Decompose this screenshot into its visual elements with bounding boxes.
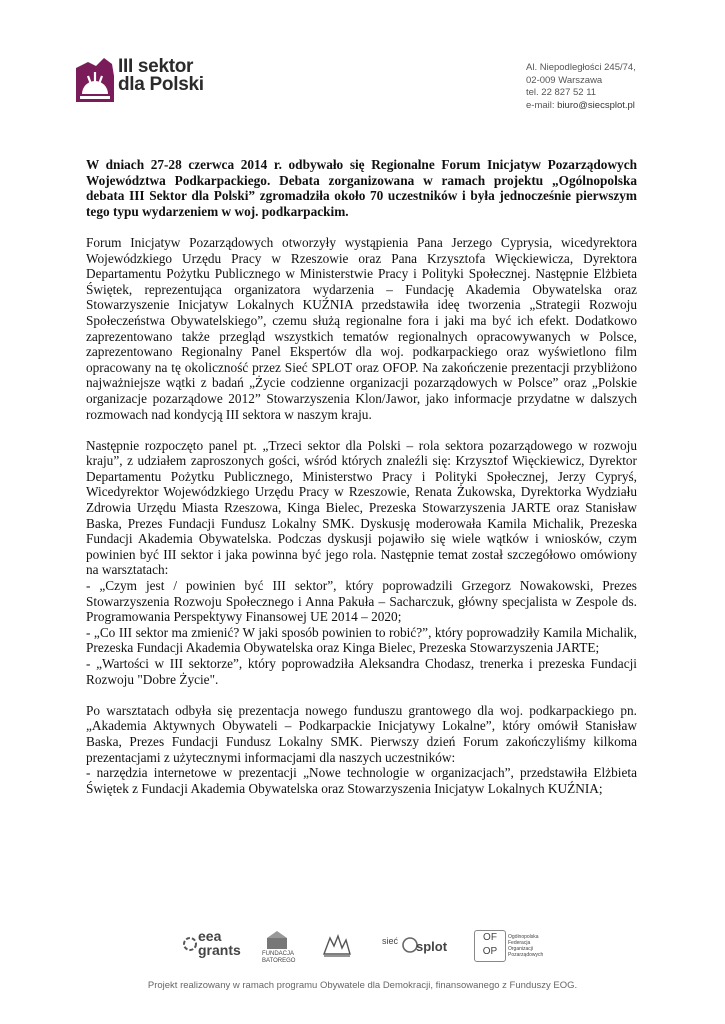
paragraph-tools: - narzędzia internetowe w prezentacji „Nowe technologie w organizacjach”, przedstawiła Elżbieta Świętek z Fundacji Akademia Obywatelska oraz Stowarzyszenia Inicjatyw Lokalnych KUŹNIA; [86,765,637,796]
email-label: e-mail: [526,99,558,111]
ofop-line-4: Pozarządowych [508,952,544,958]
paragraph-forum-opening: Forum Inicjatyw Pozarządowych otworzyły wystąpienia Pana Jerzego Cyprysia, wicedyrektora Wojewódzkiego Urzędu Pracy w Rzeszowie oraz Pana Krzysztofa Więckiewicza, Dyrektora Departamentu Pożytku Publicznego w Ministerstwie Pracy i Polityki Społecznej. Następnie Elżbieta Świętek, reprezentująca organizatora wydarzenia – Fundację Akademia Obywatelska oraz Stowarzyszenie Inicjatyw Lokalnych KUŹNIA przedstawiła ideę tworzenia „Strategii Rozwoju Społeczeństwa Obywatelskiego”, czemu służą regionalne fora i jaki ma być ich efekt. Dodatkowo zaprezentowano także przegląd wszystkich tematów regionalnych opracowywanych w Polsce, zaprezentowano Regionalny Panel Ekspertów dla woj. podkarpackiego oraz wyświetlono film opracowany na tę okoliczność przez Sieć SPLOT oraz OFOP. Na zakończenie prezentacji przybliżono najważniejsze wątki z badań „Życie codzienne organizacji pozarządowych w Polsce” oraz „Polskie organizacje pozarządowe 2012” Stowarzyszenia Klon/Jawor, jako informacje przydatne w dalszych rozmowach nad kondycją III sektora w naszym kraju. [86,234,637,422]
address-phone: tel. 22 827 52 11 [526,87,597,98]
address-line-2: 02-009 Warszawa [526,74,603,86]
splot-name: splot [416,939,448,954]
batory-icon [266,930,288,950]
akademia-logo-icon [322,932,352,958]
batory-line-1: FUNDACJA [262,951,295,957]
grants-text: grants [198,942,241,958]
email-link[interactable]: biuro@siecsplot.pl [557,99,635,111]
ofop-line-1: Ogólnopolska [508,934,539,940]
ofop-line-2: Federacja [508,940,531,946]
batory-line-2: BATOREGO [262,958,296,964]
paragraph-grant-fund: Po warsztatach odbyła się prezentacja nowego funduszu grantowego dla woj. podkarpackiego pn. „Akademia Aktywnych Obywateli – Podkarpackie Inicjatywy Lokalne”, który omówił Stanisław Baska, Prezes Fundacji Fundusz Lokalny SMK. Pierwszy dzień Forum zakończyliśmy kilkoma prezentacjami z użytecznymi informacjami dla naszych uczestników: [86,702,637,765]
logo-line-1: III sektor [118,56,194,77]
ofop-letters: OF OP [474,930,506,962]
logo-text [118,58,204,94]
splot-prefix: sieć [382,936,399,946]
eea-grants-icon [182,936,198,952]
paragraph-panel [86,438,637,688]
panel-text: Następnie rozpoczęto panel pt. „Trzeci sektor dla Polski – rola sektora pozarządowego w rozwoju kraju”, z udziałem zaproszonych gości, wśród których znaleźli się: Krzysztof Więckiewicz, Dyrektor Departamentu Pożytku Publicznego, Ministerstwo Pracy i Polityki Społecznej, Jerzy Cypryś, Wicedyrektor Wojewódzkiego Urzędu Pracy w Rzeszowie, Renata Żukowska, Dyrektorka Wydziału Zdrowia Urzędu Miasta Rzeszowa, Kinga Bielec, Prezeska Stowarzyszenia JARTE oraz Stanisław Baska, Prezes Fundacji Fundusz Lokalny SMK. Dyskusję moderowała Kamila Michalik, Prezeska Fundacji Akademia Obywatelska. Podczas dyskusji pojawiło się wiele wątków i wniosków, czym powinien być III sektor i jaka powinna być jego rola. Następnie temat został szczegółowo omówiony na warsztatach: [86,437,637,578]
footer-logos [0,928,725,968]
address-line-1: Al. Niepodległości 245/74, [526,62,636,73]
logo-line-2: dla Polski [118,74,204,95]
ofop-line-3: Organizacji [508,946,534,952]
address-email-row [526,100,636,113]
workshop-item-1: - „Czym jest / powinien być III sektor”, który poprowadzili Grzegorz Nowakowski, Prezes Stowarzyszenia Rozwoju Społecznego i Anna Pakuła – Sacharczuk, główny specjalista w Zespole ds. Programowania Perspektywy Finansowej UE 2014 – 2020; [86,578,637,625]
lead-paragraph: W dniach 27-28 czerwca 2014 r. odbywało się Regionalne Forum Inicjatyw Pozarządowych Województwa Podkarpackiego. Debata zorganizowana w ramach projektu „Ogólnopolska debata III Sektor dla Polski” zgromadziła około 70 uczestników i była jednocześnie pierwszym tego typu wydarzeniem w woj. podkarpackim. [86,157,637,219]
document-body [86,157,637,812]
address-block [526,62,636,112]
workshop-item-3: - „Wartości w III sektorze”, który poprowadziła Aleksandra Chodasz, trenerka i prezeska Fundacji Rozwoju "Dobre Życie". [86,656,637,687]
project-funding-note: Projekt realizowany w ramach programu Obywatele dla Demokracji, finansowanego z Funduszy EOG. [147,980,578,991]
eea-text: eea [198,928,222,944]
workshop-item-2: - „Co III sektor ma zmienić? W jaki sposób powinien to robić?”, który poprowadziły Kamila Michalik, Prezeska Fundacji Akademia Obywatelska oraz Kinga Bielec, Prezeska Stowarzyszenia JARTE; [86,624,637,656]
